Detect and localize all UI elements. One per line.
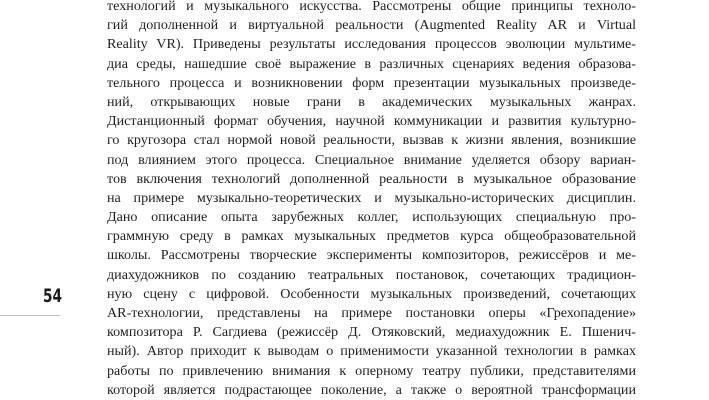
- abstract-text: [107, 0, 636, 400]
- text-line: Дистанционный формат обучения, научной коммуникации и развития культурно-: [107, 113, 636, 130]
- text-line: которой является подрастающее поколение, а также о вероятной трансформации: [107, 381, 636, 398]
- text-line: тов включения технологий дополненной реальности в музыкальное образование: [107, 170, 636, 187]
- page-number: 54: [43, 285, 63, 307]
- margin-divider: [0, 315, 60, 316]
- text-line: ный). Автор приходит к выводам о применимости указанной технологии в рамках: [107, 343, 636, 360]
- text-line: композитора Р. Сагдиева (режиссёр Д. Отяковский, медиахудожник Е. Пшенич-: [107, 324, 636, 341]
- text-line: под влиянием этого процесса. Специальное внимание уделяется обзору вариан-: [107, 151, 636, 168]
- text-line: граммную среду в рамках музыкальных предметов курса общеобразовательной: [107, 228, 636, 245]
- text-line: школы. Рассмотрены творческие эксперименты композиторов, режиссёров и ме-: [107, 247, 636, 264]
- text-line: диахудожников по созданию театральных постановок, сочетающих традицион-: [107, 266, 636, 283]
- text-line: AR-технологии, представлены на примере постановки оперы «Грехопадение»: [107, 305, 636, 321]
- text-line: технологий и музыкального искусства. Рассмотрены общие принципы техноло-: [107, 0, 636, 14]
- text-line: го кругозора стал нормой новой реальности, вызвав к жизни явления, возникшие: [107, 132, 636, 149]
- text-line: гий дополненной и виртуальной реальности (Augmented Reality AR и Virtual: [107, 17, 636, 34]
- text-line: Дано описание опыта зарубежных коллег, использующих специальную про-: [107, 209, 636, 226]
- text-line: диа среды, нашедшие своё выражение в различных сценариях ведения образова-: [107, 55, 636, 72]
- text-line: Reality VR). Приведены результаты исследования процессов эволюции мультиме-: [107, 36, 636, 53]
- text-line: ний, открывающих новые грани в академических музыкальных жанрах.: [107, 93, 636, 110]
- text-line: тельного процесса и возникновении форм презентации музыкальных произведе-: [107, 74, 636, 91]
- text-line: на примере музыкально-теоретических и музыкально-исторических дисциплин.: [107, 189, 636, 206]
- text-line: ную сцену с цифровой. Особенности музыкальных произведений, сочетающих: [107, 285, 636, 302]
- text-line: работы по привлечению внимания к оперному театру публики, представителями: [107, 362, 636, 379]
